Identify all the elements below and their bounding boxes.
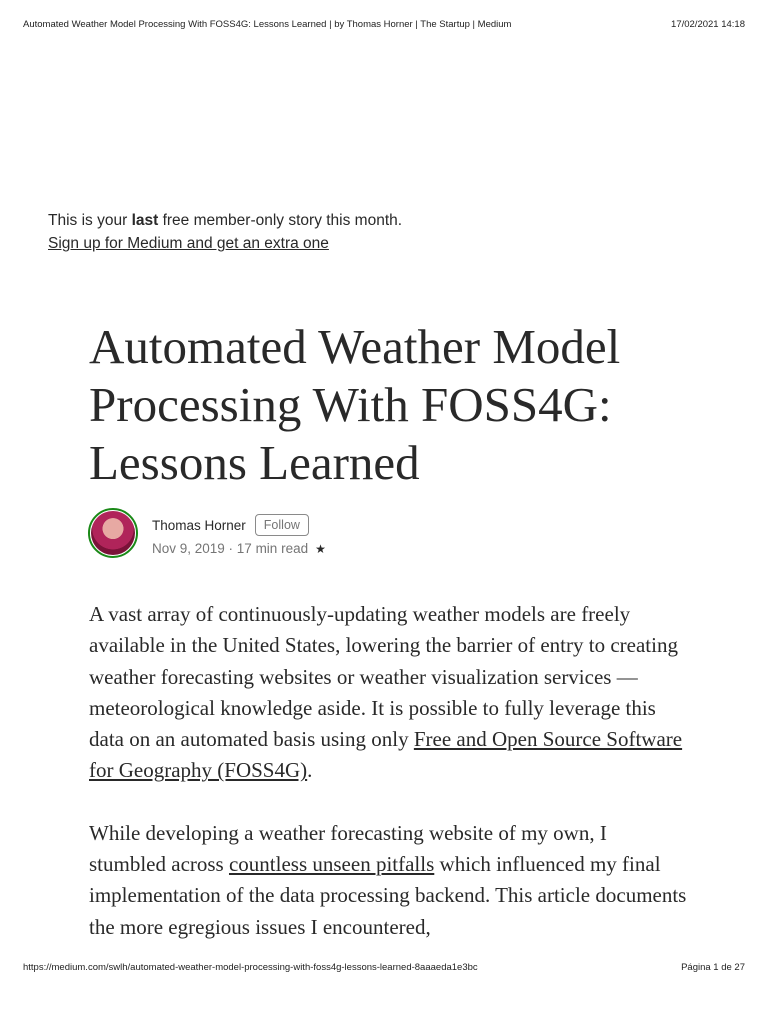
byline (88, 508, 326, 558)
star-icon: ★ (315, 541, 326, 556)
print-header (23, 19, 745, 30)
print-header-datetime: 17/02/2021 14:18 (671, 19, 745, 30)
print-footer (23, 962, 745, 973)
follow-button[interactable]: Follow (255, 514, 309, 536)
author-meta (152, 514, 326, 556)
avatar[interactable] (88, 508, 138, 558)
paywall-pre: This is your (48, 212, 132, 229)
publish-date-read-time: Nov 9, 2019 · 17 min read (152, 541, 309, 556)
print-header-title: Automated Weather Model Processing With FOSS4G: Lessons Learned | by Thomas Horner | The Startup | Medium (23, 19, 512, 30)
p1-end: . (307, 758, 313, 783)
print-footer-url: https://medium.com/swlh/automated-weather-model-processing-with-foss4g-lessons-learned-8aaaeda1e3bc (23, 962, 478, 973)
author-row (152, 514, 326, 536)
paywall-notice (48, 209, 402, 255)
article-body (89, 599, 689, 974)
paywall-bold: last (131, 212, 159, 229)
p1-text: A vast array of continuously-updating weather models are freely available in the United States, lowering the barrier of entry to creating weather forecasting websites or weather visualization services — meteorological knowledge aside. It is possible to fully leverage this data on an automated basis using only (89, 602, 678, 752)
paragraph-2 (89, 818, 689, 943)
signup-link[interactable]: Sign up for Medium and get an extra one (48, 235, 329, 252)
foss4g-link[interactable]: Free and Open Source Software for Geography (FOSS4G) (89, 727, 683, 783)
article-title: Automated Weather Model Processing With FOSS4G: Lessons Learned (89, 319, 621, 490)
pitfalls-link[interactable]: countless unseen pitfalls (228, 852, 435, 877)
paragraph-1 (89, 599, 689, 787)
paywall-post: free member-only story this month. (158, 212, 403, 229)
date-row (152, 541, 326, 556)
print-footer-page: Página 1 de 27 (681, 962, 745, 973)
p2-post: which influenced my final implementation of the data processing backend. This article documents the more egregious issues I encountered, (89, 852, 687, 939)
avatar-image (91, 511, 135, 555)
author-name[interactable]: Thomas Horner (152, 517, 246, 533)
p2-pre: While developing a weather forecasting website of my own, I stumbled across (89, 820, 607, 877)
paywall-message (48, 209, 402, 232)
